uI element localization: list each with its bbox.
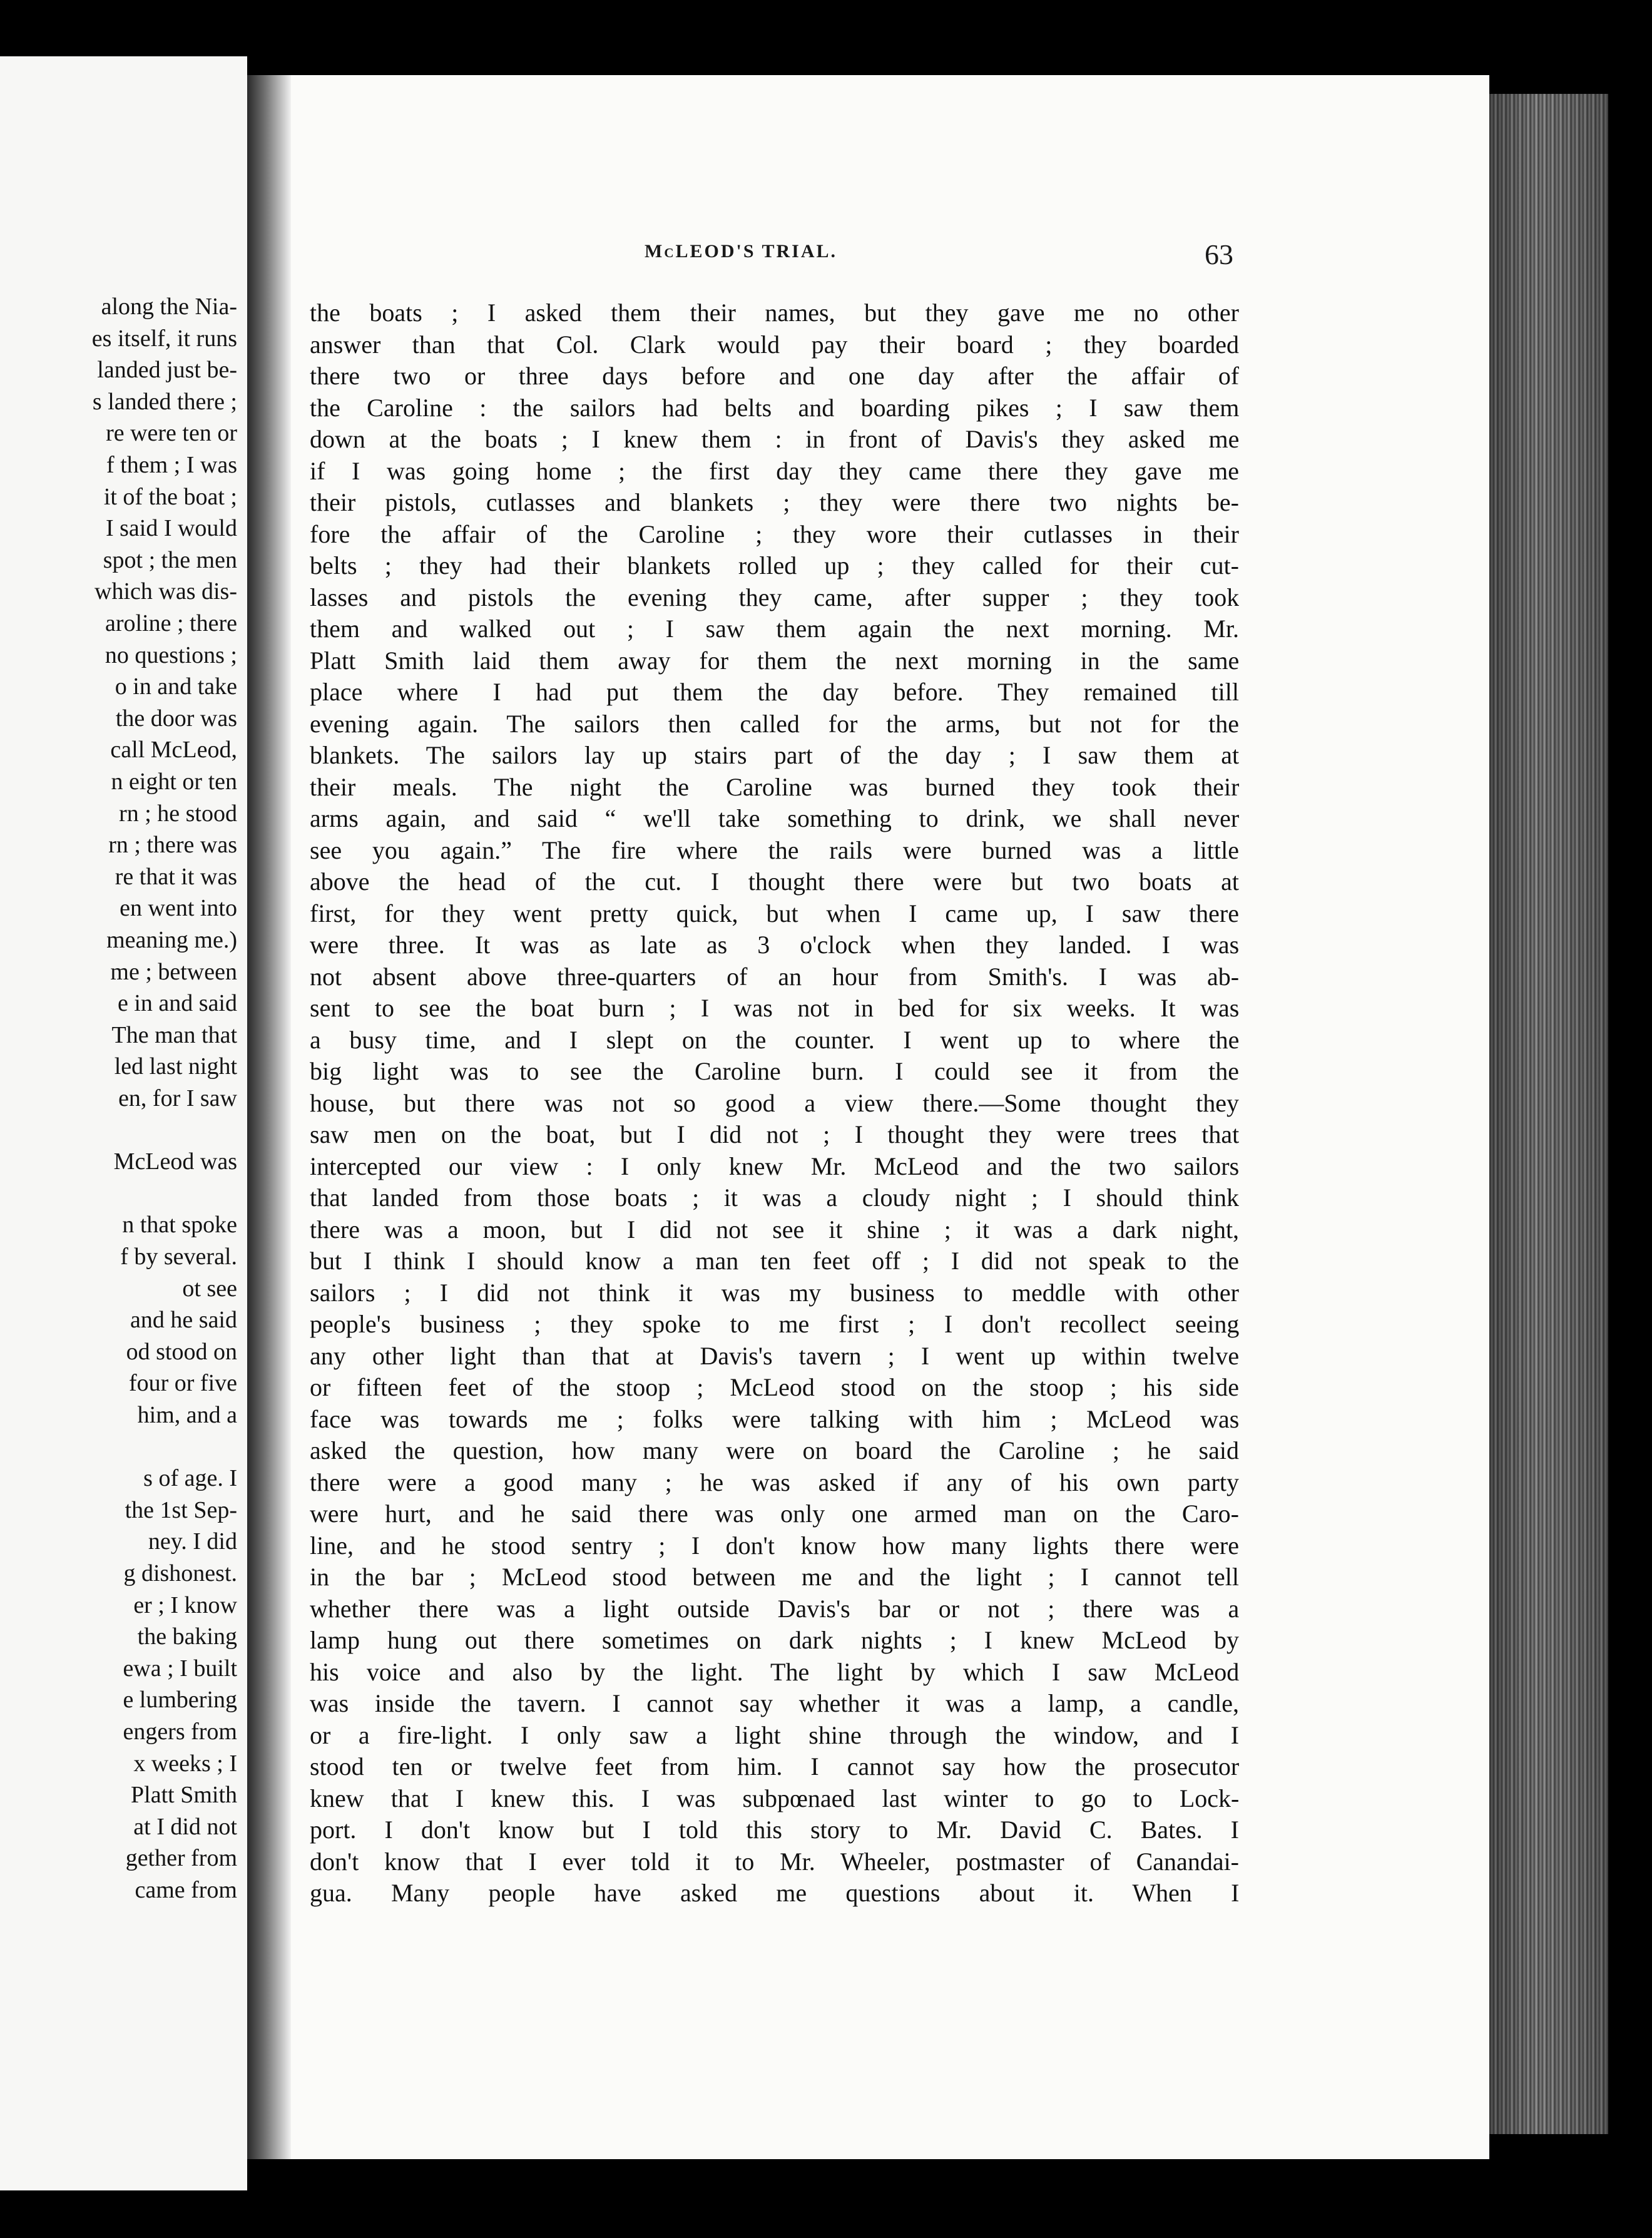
left-page-line: I said I would <box>105 515 237 542</box>
body-text-line: them and walked out ; I saw them again the next morning. Mr. <box>310 615 1239 643</box>
body-text-line: gua. Many people have asked me questions about it. When I <box>310 1879 1239 1907</box>
left-page-line: gether from <box>125 1845 237 1872</box>
body-text-line: whether there was a light outside Davis's bar or not ; there was a <box>310 1594 1239 1623</box>
page-edges-shade <box>1489 94 1608 2134</box>
body-text-line: place where I had put them the day before. They remained till <box>310 678 1239 706</box>
left-page-line: f by several. <box>120 1244 237 1270</box>
left-page-line: me ; between <box>110 958 237 985</box>
left-page-line: which was dis- <box>94 578 237 605</box>
body-text-line: evening again. The sailors then called for the arms, but not for the <box>310 709 1239 738</box>
left-page-line: od stood on <box>126 1338 237 1365</box>
body-text-line: don't know that I ever told it to Mr. Wheeler, postmaster of Canandai- <box>310 1847 1239 1876</box>
body-text-line: or fifteen feet of the stoop ; McLeod stood on the stoop ; his side <box>310 1373 1239 1401</box>
left-page-line: the 1st Sep- <box>125 1496 237 1523</box>
left-page-line: Platt Smith <box>131 1782 237 1809</box>
body-text-line: the Caroline : the sailors had belts and boarding pikes ; I saw them <box>310 393 1239 422</box>
left-page-line: along the Nia- <box>101 294 237 320</box>
left-page-line: led last night <box>114 1053 237 1080</box>
body-text-line: stood ten or twelve feet from him. I cannot say how the prosecutor <box>310 1752 1239 1781</box>
body-text-line: lamp hung out there sometimes on dark nights ; I knew McLeod by <box>310 1626 1239 1654</box>
body-text-line: intercepted our view : I only knew Mr. McLeod and the two sailors <box>310 1152 1239 1180</box>
body-text-line: people's business ; they spoke to me first ; I don't recollect seeing <box>310 1310 1239 1338</box>
left-page-line: aroline ; there <box>105 610 237 636</box>
left-page-line: n eight or ten <box>111 769 237 795</box>
body-text-line: sent to see the boat burn ; I was not in bed for six weeks. It was <box>310 994 1239 1022</box>
body-text-line: there two or three days before and one day after the affair of <box>310 362 1239 390</box>
left-page-line: rn ; he stood <box>119 800 237 827</box>
left-page-line: e in and said <box>117 990 237 1017</box>
left-page-line: x weeks ; I <box>133 1750 237 1777</box>
left-page-line: landed just be- <box>97 357 237 384</box>
body-text-line: a busy time, and I slept on the counter. I went up to where the <box>310 1025 1239 1054</box>
left-page-line: re were ten or <box>106 420 237 447</box>
body-text-line: arms again, and said “ we'll take something to drink, we shall never <box>310 804 1239 832</box>
body-text-line: belts ; they had their blankets rolled up ; they called for their cut- <box>310 551 1239 580</box>
body-text-line: the boats ; I asked them their names, but they gave me no other <box>310 299 1239 327</box>
left-page-line: o in and take <box>115 673 237 700</box>
body-text-line: first, for they went pretty quick, but when I came up, I saw there <box>310 899 1239 927</box>
left-page-line: rn ; there was <box>108 832 237 859</box>
left-page-line: meaning me.) <box>106 927 237 953</box>
body-text <box>310 297 1239 1909</box>
left-page-line: f them ; I was <box>106 452 237 478</box>
body-text-line: blankets. The sailors lay up stairs part of the day ; I saw them at <box>310 741 1239 769</box>
body-text-line: above the head of the cut. I thought there were but two boats at <box>310 867 1239 896</box>
left-page-line: spot ; the men <box>103 546 237 573</box>
left-page-line: en went into <box>120 895 237 922</box>
body-text-line: port. I don't know but I told this story to Mr. David C. Bates. I <box>310 1816 1239 1844</box>
body-text-line: asked the question, how many were on board the Caroline ; he said <box>310 1436 1239 1464</box>
left-page-line: g dishonest. <box>123 1560 237 1587</box>
body-text-line: his voice and also by the light. The light by which I saw McLeod <box>310 1657 1239 1686</box>
left-page-line: er ; I know <box>133 1592 237 1618</box>
body-text-line: there were a good many ; he was asked if any of his own party <box>310 1468 1239 1496</box>
body-text-line: face was towards me ; folks were talking with him ; McLeod was <box>310 1404 1239 1433</box>
left-page-line: four or five <box>128 1370 237 1397</box>
body-text-line: their meals. The night the Caroline was burned they took their <box>310 772 1239 801</box>
left-page-line: n that spoke <box>122 1212 237 1239</box>
left-page-line: call McLeod, <box>110 737 237 764</box>
body-text-line: saw men on the boat, but I did not ; I thought they were trees that <box>310 1120 1239 1148</box>
body-text-line: or a fire-light. I only saw a light shine through the window, and I <box>310 1720 1239 1749</box>
left-page-line: ot see <box>182 1275 237 1302</box>
left-page-line: ney. I did <box>148 1528 237 1555</box>
body-text-line: down at the boats ; I knew them : in front of Davis's they asked me <box>310 425 1239 453</box>
left-page-line: e lumbering <box>123 1687 237 1714</box>
left-page-line: ewa ; I built <box>123 1655 237 1682</box>
body-text-line: fore the affair of the Caroline ; they wore their cutlasses in their <box>310 519 1239 548</box>
left-page-line: him, and a <box>137 1402 237 1428</box>
page-number: 63 <box>1205 238 1233 270</box>
left-page-line: es itself, it runs <box>91 325 237 352</box>
body-text-line: but I think I should know a man ten feet off ; I did not speak to the <box>310 1247 1239 1275</box>
body-text-line: any other light than that at Davis's tavern ; I went up within twelve <box>310 1341 1239 1370</box>
body-text-line: were hurt, and he said there was only one armed man on the Caro- <box>310 1500 1239 1528</box>
body-text-line: lasses and pistols the evening they came, after supper ; they took <box>310 583 1239 611</box>
body-text-line: answer than that Col. Clark would pay their board ; they boarded <box>310 330 1239 359</box>
body-text-line: Platt Smith laid them away for them the next morning in the same <box>310 646 1239 675</box>
left-page-line: it of the boat ; <box>103 483 237 510</box>
left-page-line: s landed there ; <box>92 388 237 415</box>
body-text-line: line, and he stood sentry ; I don't know how many lights there were <box>310 1531 1239 1560</box>
body-text-line: see you again.” The fire where the rails were burned was a little <box>310 835 1239 864</box>
left-page-line: engers from <box>123 1719 237 1745</box>
body-text-line: if I was going home ; the first day they came there they gave me <box>310 456 1239 485</box>
body-text-line: there was a moon, but I did not see it shine ; it was a dark night, <box>310 1215 1239 1244</box>
book-gutter <box>247 75 291 2159</box>
left-page-line: no questions ; <box>105 641 237 668</box>
left-page-line: the door was <box>115 705 237 732</box>
left-page-line: and he said <box>130 1307 237 1334</box>
left-page-line: re that it was <box>115 863 237 890</box>
body-text-line: big light was to see the Caroline burn. I could see it from the <box>310 1057 1239 1085</box>
left-page-line: en, for I saw <box>118 1085 237 1111</box>
left-page-line: The man that <box>111 1021 237 1048</box>
left-page-line: at I did not <box>133 1813 237 1840</box>
body-text-line: that landed from those boats ; it was a cloudy night ; I should think <box>310 1183 1239 1212</box>
left-page-line: s of age. I <box>143 1465 237 1492</box>
body-text-line: not absent above three-quarters of an hour from Smith's. I was ab- <box>310 962 1239 991</box>
left-page-line: McLeod was <box>113 1148 237 1175</box>
body-text-line: sailors ; I did not think it was my business to meddle with other <box>310 1278 1239 1307</box>
left-page-line: the baking <box>137 1623 237 1650</box>
body-text-line: were three. It was as late as 3 o'clock when they landed. I was <box>310 931 1239 959</box>
body-text-line: house, but there was not so good a view there.—Some thought they <box>310 1088 1239 1117</box>
body-text-line: their pistols, cutlasses and blankets ; they were there two nights be- <box>310 488 1239 516</box>
body-text-line: in the bar ; McLeod stood between me and the light ; I cannot tell <box>310 1563 1239 1591</box>
left-page-line: came from <box>135 1877 237 1903</box>
body-text-line: knew that I knew this. I was subpœnaed last winter to go to Lock- <box>310 1784 1239 1812</box>
body-text-line: was inside the tavern. I cannot say whether it was a lamp, a candle, <box>310 1689 1239 1717</box>
left-page-fragment <box>0 56 247 2190</box>
running-head: McLEOD'S TRIAL. <box>645 241 838 262</box>
